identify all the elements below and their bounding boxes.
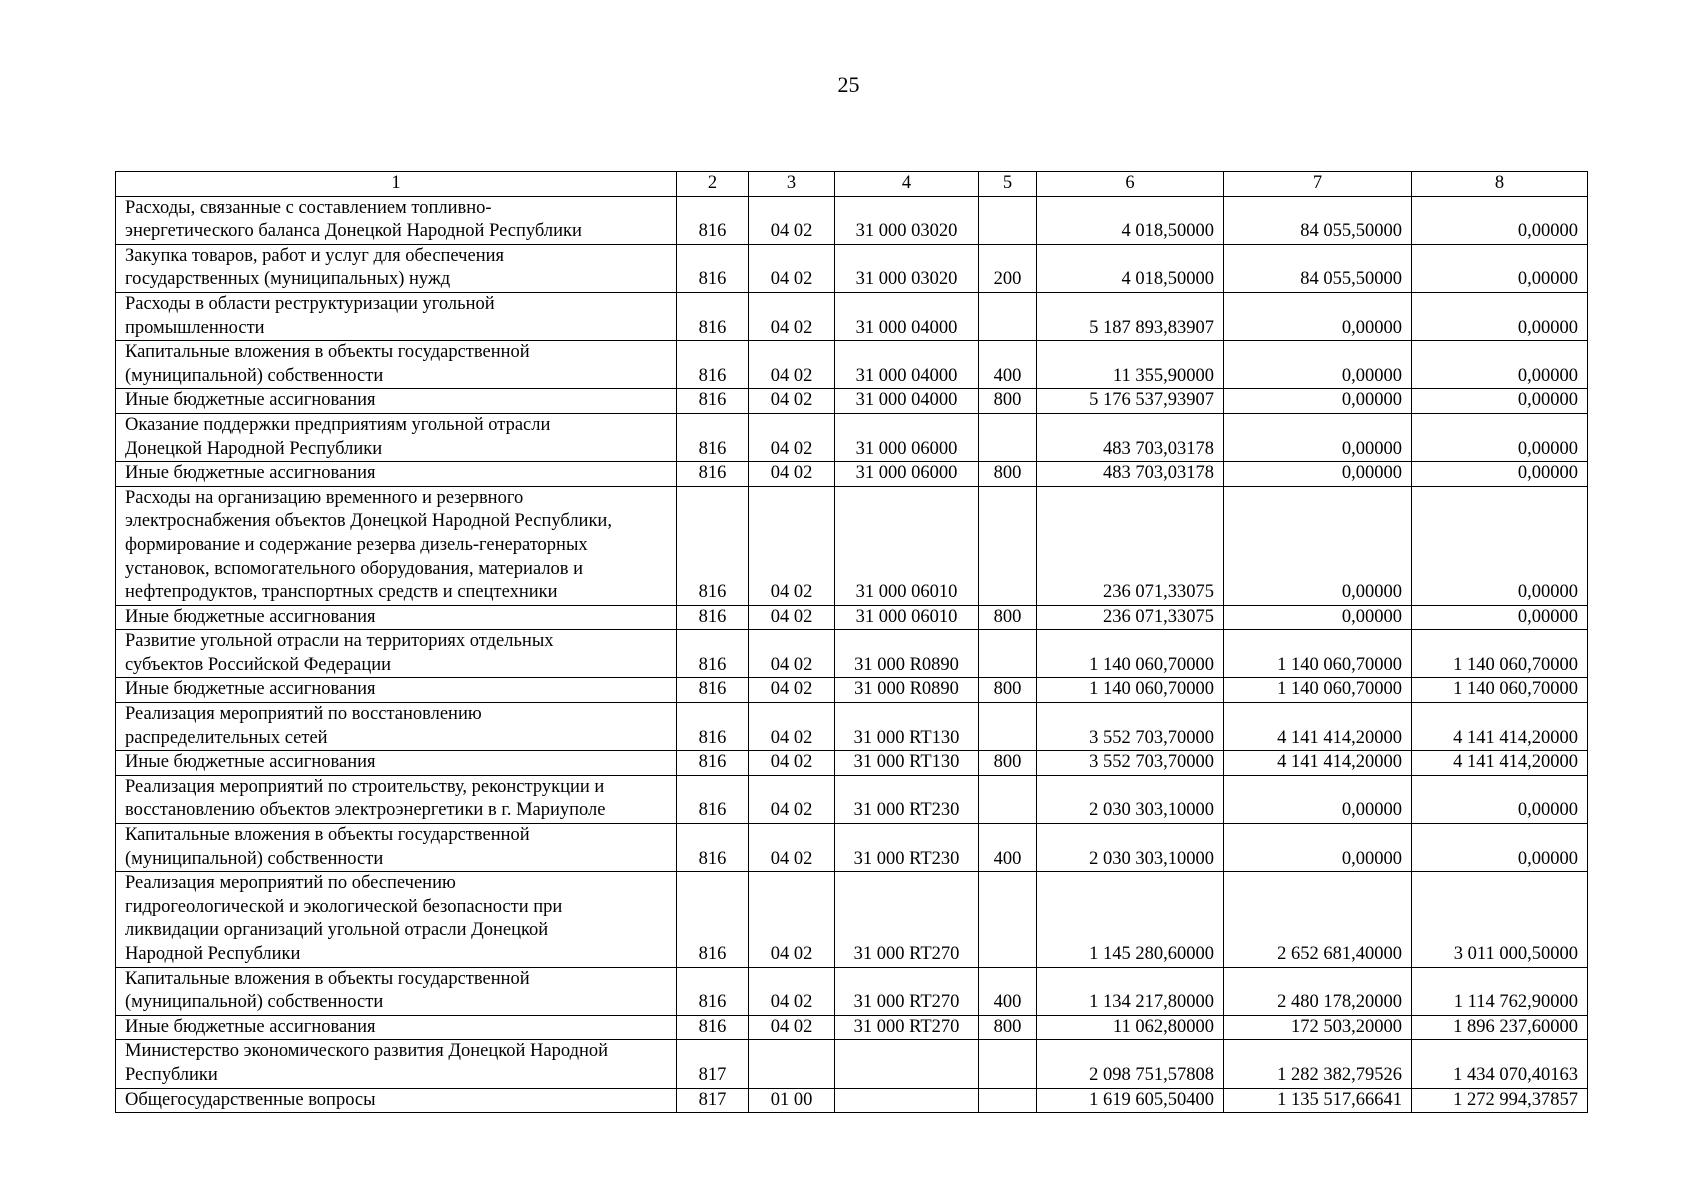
column-header: 3: [749, 172, 835, 197]
expense-type-cell: [979, 1040, 1037, 1088]
section-code-cell: 04 02: [749, 872, 835, 967]
target-article-cell: 31 000 R0890: [835, 630, 979, 678]
section-code-cell: 04 02: [749, 678, 835, 703]
department-code-cell: 816: [677, 389, 749, 414]
expense-type-cell: [979, 486, 1037, 605]
section-code-cell: 04 02: [749, 751, 835, 776]
target-article-cell: 31 000 04000: [835, 292, 979, 340]
amount-col8-cell: 0,00000: [1412, 413, 1588, 461]
amount-col7-cell: 2 480 178,20000: [1224, 967, 1412, 1015]
column-header: 6: [1037, 172, 1224, 197]
target-article-cell: 31 000 RT130: [835, 751, 979, 776]
section-code-cell: 04 02: [749, 244, 835, 292]
amount-col6-cell: 4 018,50000: [1037, 244, 1224, 292]
table-row: [116, 678, 1588, 703]
department-code-cell: 817: [677, 1088, 749, 1113]
table-row: [116, 1088, 1588, 1113]
amount-col7-cell: 1 140 060,70000: [1224, 630, 1412, 678]
amount-col6-cell: 1 145 280,60000: [1037, 872, 1224, 967]
amount-col7-cell: 0,00000: [1224, 341, 1412, 389]
amount-col6-cell: 5 187 893,83907: [1037, 292, 1224, 340]
expense-name-cell: Реализация мероприятий по восстановлению распределительных сетей: [116, 703, 677, 751]
expense-name-cell: Закупка товаров, работ и услуг для обеспечения государственных (муниципальных) нужд: [116, 244, 677, 292]
amount-col7-cell: 2 652 681,40000: [1224, 872, 1412, 967]
section-code-cell: 04 02: [749, 630, 835, 678]
amount-col8-cell: 0,00000: [1412, 775, 1588, 823]
section-code-cell: 04 02: [749, 486, 835, 605]
amount-col8-cell: 1 896 237,60000: [1412, 1015, 1588, 1040]
expense-name-cell: Реализация мероприятий по строительству, реконструкции и восстановлению объектов электроэнергетики в г. Мариуполе: [116, 775, 677, 823]
expense-type-cell: 800: [979, 605, 1037, 630]
section-code-cell: 04 02: [749, 824, 835, 872]
section-code-cell: 04 02: [749, 605, 835, 630]
amount-col7-cell: 84 055,50000: [1224, 244, 1412, 292]
expense-type-cell: [979, 1088, 1037, 1113]
expense-name-cell: Расходы в области реструктуризации угольной промышленности: [116, 292, 677, 340]
amount-col6-cell: 3 552 703,70000: [1037, 703, 1224, 751]
department-code-cell: 816: [677, 244, 749, 292]
amount-col8-cell: 1 272 994,37857: [1412, 1088, 1588, 1113]
column-header: 4: [835, 172, 979, 197]
expense-type-cell: 800: [979, 389, 1037, 414]
expense-name-cell: Реализация мероприятий по обеспечению гидрогеологической и экологической безопасности при ликвидации организаций угольной отрасли Донецкой Народной Республики: [116, 872, 677, 967]
expense-type-cell: 800: [979, 678, 1037, 703]
page-number: 25: [837, 72, 860, 97]
department-code-cell: 816: [677, 967, 749, 1015]
expense-type-cell: 800: [979, 751, 1037, 776]
section-code-cell: 04 02: [749, 967, 835, 1015]
amount-col6-cell: 236 071,33075: [1037, 605, 1224, 630]
amount-col8-cell: 1 140 060,70000: [1412, 630, 1588, 678]
amount-col7-cell: 0,00000: [1224, 605, 1412, 630]
table-row: [116, 605, 1588, 630]
amount-col8-cell: 1 434 070,40163: [1412, 1040, 1588, 1088]
table-row: [116, 1015, 1588, 1040]
expense-name-cell: Капитальные вложения в объекты государственной (муниципальной) собственности: [116, 824, 677, 872]
department-code-cell: 816: [677, 341, 749, 389]
target-article-cell: [835, 1088, 979, 1113]
department-code-cell: 816: [677, 1015, 749, 1040]
column-header: 8: [1412, 172, 1588, 197]
amount-col7-cell: 1 140 060,70000: [1224, 678, 1412, 703]
target-article-cell: 31 000 RT230: [835, 775, 979, 823]
amount-col7-cell: 0,00000: [1224, 824, 1412, 872]
expense-type-cell: 800: [979, 462, 1037, 487]
target-article-cell: 31 000 06010: [835, 605, 979, 630]
column-header: 7: [1224, 172, 1412, 197]
table-row: [116, 775, 1588, 823]
amount-col6-cell: 2 030 303,10000: [1037, 775, 1224, 823]
target-article-cell: [835, 1040, 979, 1088]
amount-col6-cell: 2 030 303,10000: [1037, 824, 1224, 872]
target-article-cell: 31 000 06000: [835, 462, 979, 487]
department-code-cell: 816: [677, 413, 749, 461]
amount-col6-cell: 1 140 060,70000: [1037, 678, 1224, 703]
amount-col6-cell: 1 619 605,50400: [1037, 1088, 1224, 1113]
expense-name-cell: Общегосударственные вопросы: [116, 1088, 677, 1113]
expense-type-cell: 200: [979, 244, 1037, 292]
amount-col6-cell: 1 134 217,80000: [1037, 967, 1224, 1015]
target-article-cell: 31 000 04000: [835, 389, 979, 414]
expense-type-cell: 400: [979, 967, 1037, 1015]
amount-col6-cell: 5 176 537,93907: [1037, 389, 1224, 414]
amount-col8-cell: 0,00000: [1412, 824, 1588, 872]
target-article-cell: 31 000 RT270: [835, 967, 979, 1015]
department-code-cell: 816: [677, 678, 749, 703]
amount-col8-cell: 0,00000: [1412, 605, 1588, 630]
table-row: [116, 967, 1588, 1015]
target-article-cell: 31 000 04000: [835, 341, 979, 389]
department-code-cell: 816: [677, 462, 749, 487]
column-header: 5: [979, 172, 1037, 197]
target-article-cell: 31 000 06000: [835, 413, 979, 461]
table-row: [116, 244, 1588, 292]
amount-col8-cell: 0,00000: [1412, 462, 1588, 487]
department-code-cell: 816: [677, 605, 749, 630]
table-row: [116, 341, 1588, 389]
expense-name-cell: Иные бюджетные ассигнования: [116, 605, 677, 630]
table-row: [116, 389, 1588, 414]
expense-type-cell: 400: [979, 341, 1037, 389]
table-row: [116, 751, 1588, 776]
section-code-cell: 04 02: [749, 341, 835, 389]
amount-col8-cell: 1 140 060,70000: [1412, 678, 1588, 703]
department-code-cell: 816: [677, 751, 749, 776]
expense-name-cell: Иные бюджетные ассигнования: [116, 1015, 677, 1040]
amount-col8-cell: 0,00000: [1412, 389, 1588, 414]
department-code-cell: 816: [677, 824, 749, 872]
amount-col8-cell: 4 141 414,20000: [1412, 751, 1588, 776]
table-row: [116, 630, 1588, 678]
amount-col7-cell: 84 055,50000: [1224, 196, 1412, 244]
table-row: [116, 1040, 1588, 1088]
amount-col8-cell: 0,00000: [1412, 341, 1588, 389]
amount-col6-cell: 11 062,80000: [1037, 1015, 1224, 1040]
table-row: [116, 703, 1588, 751]
column-header: 1: [116, 172, 677, 197]
expense-type-cell: [979, 196, 1037, 244]
target-article-cell: 31 000 03020: [835, 244, 979, 292]
expense-type-cell: 400: [979, 824, 1037, 872]
expense-type-cell: [979, 413, 1037, 461]
amount-col6-cell: 1 140 060,70000: [1037, 630, 1224, 678]
target-article-cell: 31 000 RT270: [835, 872, 979, 967]
section-code-cell: 04 02: [749, 703, 835, 751]
expense-name-cell: Оказание поддержки предприятиям угольной отрасли Донецкой Народной Республики: [116, 413, 677, 461]
expense-name-cell: Иные бюджетные ассигнования: [116, 751, 677, 776]
table-row: [116, 824, 1588, 872]
department-code-cell: 817: [677, 1040, 749, 1088]
table-row: [116, 486, 1588, 605]
department-code-cell: 816: [677, 196, 749, 244]
amount-col7-cell: 0,00000: [1224, 413, 1412, 461]
amount-col6-cell: 483 703,03178: [1037, 462, 1224, 487]
amount-col8-cell: 0,00000: [1412, 486, 1588, 605]
table-row: [116, 872, 1588, 967]
table-row: [116, 196, 1588, 244]
expense-name-cell: Расходы, связанные с составлением топливно- энергетического баланса Донецкой Народной Республики: [116, 196, 677, 244]
amount-col6-cell: 3 552 703,70000: [1037, 751, 1224, 776]
expense-name-cell: Иные бюджетные ассигнования: [116, 389, 677, 414]
section-code-cell: 04 02: [749, 413, 835, 461]
amount-col6-cell: 2 098 751,57808: [1037, 1040, 1224, 1088]
expense-name-cell: Капитальные вложения в объекты государственной (муниципальной) собственности: [116, 967, 677, 1015]
expense-name-cell: Расходы на организацию временного и резервного электроснабжения объектов Донецкой Народной Республики, формирование и содержание резерва дизель-генераторных установок, вспомогательного оборудования, материалов и нефтепродуктов, транспортных средств и спецтехники: [116, 486, 677, 605]
department-code-cell: 816: [677, 292, 749, 340]
section-code-cell: 04 02: [749, 775, 835, 823]
amount-col7-cell: 0,00000: [1224, 486, 1412, 605]
expense-type-cell: 800: [979, 1015, 1037, 1040]
section-code-cell: 04 02: [749, 462, 835, 487]
budget-table: [115, 171, 1588, 1113]
section-code-cell: 04 02: [749, 1015, 835, 1040]
section-code-cell: 04 02: [749, 292, 835, 340]
amount-col7-cell: 1 135 517,66641: [1224, 1088, 1412, 1113]
expense-name-cell: Министерство экономического развития Донецкой Народной Республики: [116, 1040, 677, 1088]
amount-col6-cell: 483 703,03178: [1037, 413, 1224, 461]
section-code-cell: 04 02: [749, 389, 835, 414]
amount-col8-cell: 3 011 000,50000: [1412, 872, 1588, 967]
amount-col7-cell: 4 141 414,20000: [1224, 703, 1412, 751]
expense-type-cell: [979, 630, 1037, 678]
target-article-cell: 31 000 06010: [835, 486, 979, 605]
department-code-cell: 816: [677, 775, 749, 823]
target-article-cell: 31 000 RT270: [835, 1015, 979, 1040]
table-row: [116, 292, 1588, 340]
expense-type-cell: [979, 703, 1037, 751]
expense-type-cell: [979, 775, 1037, 823]
column-header: 2: [677, 172, 749, 197]
amount-col8-cell: 0,00000: [1412, 292, 1588, 340]
target-article-cell: 31 000 RT230: [835, 824, 979, 872]
table-row: [116, 462, 1588, 487]
department-code-cell: 816: [677, 703, 749, 751]
amount-col7-cell: 0,00000: [1224, 292, 1412, 340]
amount-col7-cell: 4 141 414,20000: [1224, 751, 1412, 776]
department-code-cell: 816: [677, 486, 749, 605]
expense-name-cell: Иные бюджетные ассигнования: [116, 462, 677, 487]
amount-col6-cell: 236 071,33075: [1037, 486, 1224, 605]
amount-col8-cell: 0,00000: [1412, 196, 1588, 244]
table-header-row: [116, 172, 1588, 197]
amount-col7-cell: 0,00000: [1224, 389, 1412, 414]
amount-col6-cell: 11 355,90000: [1037, 341, 1224, 389]
table-row: [116, 413, 1588, 461]
amount-col6-cell: 4 018,50000: [1037, 196, 1224, 244]
amount-col7-cell: 172 503,20000: [1224, 1015, 1412, 1040]
amount-col8-cell: 1 114 762,90000: [1412, 967, 1588, 1015]
amount-col8-cell: 0,00000: [1412, 244, 1588, 292]
department-code-cell: 816: [677, 630, 749, 678]
amount-col8-cell: 4 141 414,20000: [1412, 703, 1588, 751]
expense-type-cell: [979, 872, 1037, 967]
expense-name-cell: Иные бюджетные ассигнования: [116, 678, 677, 703]
amount-col7-cell: 1 282 382,79526: [1224, 1040, 1412, 1088]
section-code-cell: 01 00: [749, 1088, 835, 1113]
department-code-cell: 816: [677, 872, 749, 967]
section-code-cell: [749, 1040, 835, 1088]
target-article-cell: 31 000 R0890: [835, 678, 979, 703]
expense-name-cell: Развитие угольной отрасли на территориях отдельных субъектов Российской Федерации: [116, 630, 677, 678]
section-code-cell: 04 02: [749, 196, 835, 244]
expense-name-cell: Капитальные вложения в объекты государственной (муниципальной) собственности: [116, 341, 677, 389]
amount-col7-cell: 0,00000: [1224, 775, 1412, 823]
amount-col7-cell: 0,00000: [1224, 462, 1412, 487]
target-article-cell: 31 000 03020: [835, 196, 979, 244]
target-article-cell: 31 000 RT130: [835, 703, 979, 751]
expense-type-cell: [979, 292, 1037, 340]
